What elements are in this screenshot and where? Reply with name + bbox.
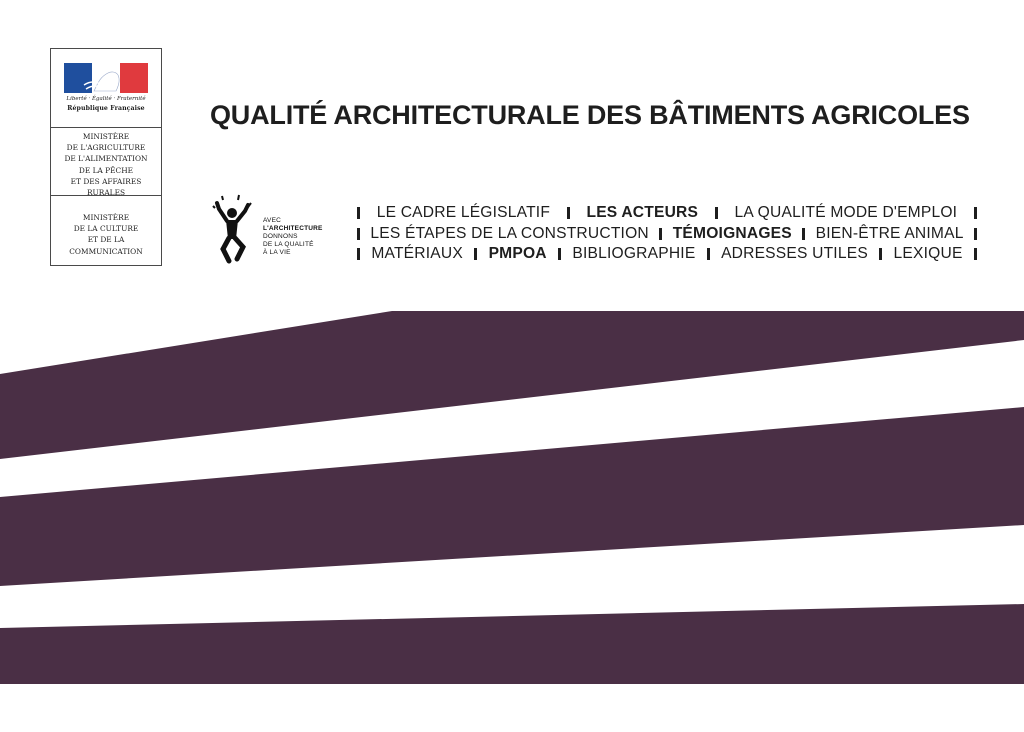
nav-link-les-acteurs[interactable]: LES ACTEURS bbox=[586, 204, 699, 221]
nav-link-etapes-construction[interactable]: LES ÉTAPES DE LA CONSTRUCTION bbox=[370, 224, 649, 242]
slogan-line: AVEC bbox=[263, 217, 282, 224]
ministry-line: DE L'AGRICULTURE bbox=[66, 143, 146, 153]
ministry-line: MINISTÈRE bbox=[82, 213, 130, 222]
ministry-line: DE LA PÊCHE bbox=[78, 165, 134, 175]
nav-link-materiaux[interactable]: MATÉRIAUX bbox=[371, 245, 463, 262]
diagonal-band bbox=[0, 604, 1024, 684]
ministry-line: ET DE LA COMMUNICATION bbox=[69, 235, 143, 256]
nav-link-pmpoa[interactable]: PMPOA bbox=[488, 245, 547, 262]
republic-text: République Française bbox=[67, 105, 145, 112]
nav-link-bibliographie[interactable]: BIBLIOGRAPHIE bbox=[572, 245, 696, 262]
nav-link-lexique[interactable]: LEXIQUE bbox=[893, 245, 963, 262]
motto-text: Liberté · Égalité · Fraternité bbox=[66, 96, 146, 102]
nav-link-qualite-mode-emploi[interactable]: LA QUALITÉ MODE D'EMPLOI bbox=[734, 204, 958, 221]
slogan-line: DE LA QUALITÉ bbox=[263, 241, 314, 248]
nav-link-cadre-legislatif[interactable]: LE CADRE LÉGISLATIF bbox=[376, 204, 551, 221]
page-title: QUALITÉ ARCHITECTURALE DES BÂTIMENTS AGRICOLES bbox=[210, 100, 970, 130]
ministry-line: DE LA CULTURE bbox=[73, 224, 139, 234]
slogan-line: DONNONS bbox=[263, 233, 298, 240]
nav-link-bien-etre-animal[interactable]: BIEN-ÊTRE ANIMAL bbox=[815, 224, 964, 242]
nav-link-temoignages[interactable]: TÉMOIGNAGES bbox=[672, 224, 792, 242]
slogan-line: À LA VIE bbox=[263, 249, 291, 256]
ministry-line: MINISTÈRE bbox=[82, 132, 130, 141]
slogan-line: L'ARCHITECTURE bbox=[263, 225, 323, 232]
ministry-line: ET DES AFFAIRES RURALES bbox=[70, 176, 142, 198]
nav-link-adresses-utiles[interactable]: ADRESSES UTILES bbox=[721, 245, 868, 262]
ministry-line: DE L'ALIMENTATION bbox=[64, 154, 148, 164]
